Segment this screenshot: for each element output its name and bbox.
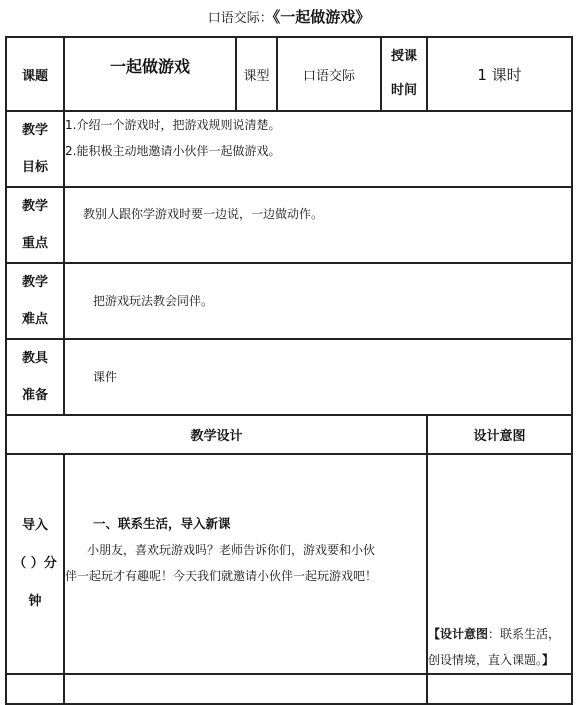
key-points-label-line2: 重点: [21, 236, 48, 251]
time-label: [381, 37, 427, 111]
goals-row: [6, 111, 572, 187]
heading-prefix: 口语交际：: [207, 11, 273, 26]
time-label-line2: 时间: [390, 83, 417, 98]
tools-label-line1: 教具: [21, 351, 48, 366]
difficulties-label-line2: 难点: [21, 312, 48, 327]
goals-label-line1: 教学: [21, 123, 48, 138]
key-points-label-line1: 教学: [21, 199, 48, 214]
header-row: [6, 37, 572, 111]
topic-label: 课题: [6, 37, 64, 111]
intro-paragraph-line2: 伴一起玩才有趣呢！今天我们就邀请小伙伴一起玩游戏吧！: [65, 569, 378, 583]
goal-item: 1.介绍一个游戏时，把游戏规则说清楚。: [65, 118, 281, 132]
intro-label-line3: 钟: [28, 594, 42, 609]
intro-section-title: 一、联系生活，导入新课: [93, 516, 231, 531]
tools-text: 课件: [64, 339, 572, 415]
tools-label: [6, 339, 64, 415]
key-points-text: 教别人跟你学游戏时要一边说，一边做动作。: [64, 187, 572, 263]
tools-label-line2: 准备: [21, 388, 48, 403]
type-value: 口语交际: [277, 37, 381, 111]
lesson-title: 一起做游戏: [64, 37, 236, 111]
tools-row: [6, 339, 572, 415]
type-label: 课型: [236, 37, 277, 111]
lesson-plan-table: [5, 36, 573, 705]
intro-intent: [427, 454, 572, 674]
document-heading: [0, 5, 578, 29]
intent-header: 设计意图: [427, 415, 572, 454]
design-header-row: [6, 415, 572, 454]
time-label-line1: 授课: [390, 49, 417, 64]
heading-title: 《一起做游戏》: [272, 8, 371, 26]
goals-label-line2: 目标: [21, 160, 48, 175]
goal-item: 2.能积极主动地邀请小伙伴一起做游戏。: [65, 144, 281, 158]
difficulties-label-line1: 教学: [21, 275, 48, 290]
intro-row: [6, 454, 572, 674]
key-points-row: [6, 187, 572, 263]
next-row-label: [6, 674, 64, 704]
intro-paragraph-line1: 小朋友，喜欢玩游戏吗？老师告诉你们，游戏要和小伙: [87, 543, 376, 557]
intro-label-line2: （ ）分: [13, 556, 57, 571]
intent-text: ：联系生活，创设情境，直入课题。: [428, 627, 561, 667]
goals-label: [6, 111, 64, 187]
intent-bold: 【设计意图: [428, 627, 489, 641]
key-points-label: [6, 187, 64, 263]
hours-value: 1 课时: [427, 37, 572, 111]
intro-label-line1: 导入: [21, 518, 48, 533]
design-header: 教学设计: [6, 415, 427, 454]
next-row-intent: [427, 674, 572, 704]
next-row-design: [64, 674, 427, 704]
intro-label: [6, 454, 64, 674]
goals-content: [64, 111, 572, 187]
difficulties-label: [6, 263, 64, 339]
intro-design: [64, 454, 427, 674]
difficulties-row: [6, 263, 572, 339]
next-row: [6, 674, 572, 704]
difficulties-text: 把游戏玩法教会同伴。: [64, 263, 572, 339]
intent-close: 】: [542, 653, 555, 667]
